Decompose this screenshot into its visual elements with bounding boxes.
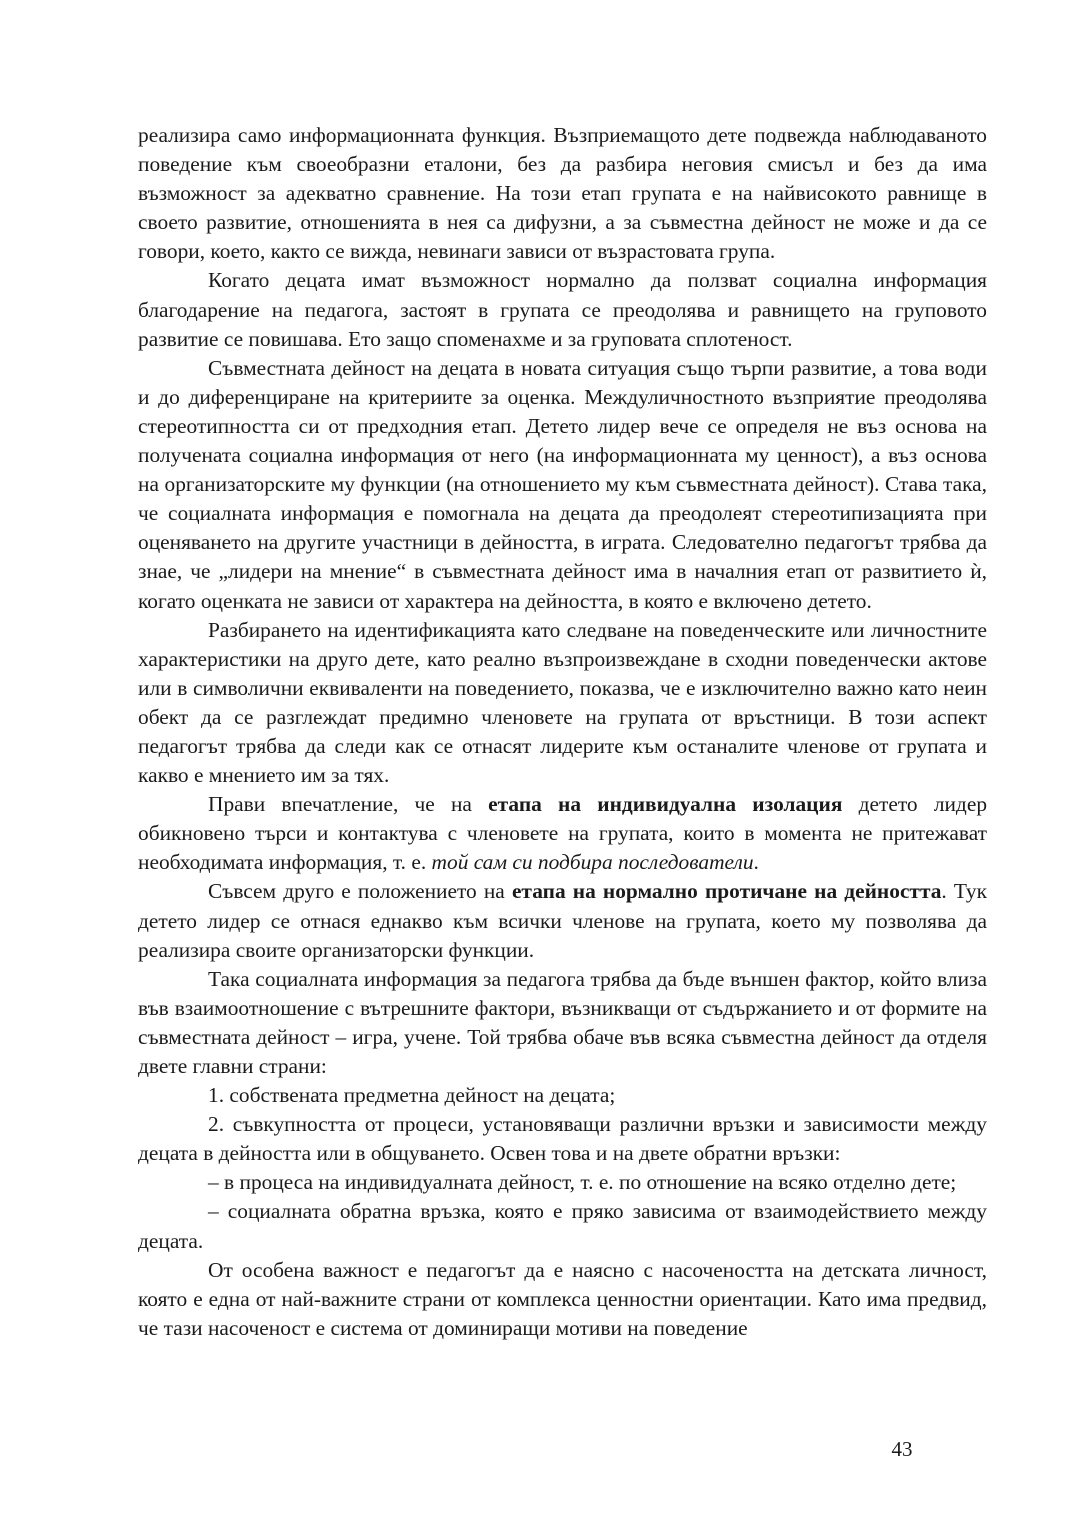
text-run: Прави впечатление, че на [208,792,489,817]
bold-term: етапа на индивидуална изолация [488,792,843,817]
paragraph [138,1081,987,1110]
text-run: Когато децата имат възможност нормално да ползват социална информация благодарение на педагога, застоят в групата се преодолява и равнището на груповото развитие се повишава. Ето защо споменахме и за груповата сплотеност. [138,268,987,351]
text-run: 1. собствената предметна дейност на децата; [208,1083,616,1108]
text-run: – социалната обратна връзка, която е пряко зависима от взаимодействието между децата. [138,1199,987,1253]
paragraph [138,1197,987,1255]
paragraph [138,1168,987,1197]
paragraph [138,266,987,353]
text-run: . [753,850,759,875]
paragraph [138,965,987,1081]
text-run: Така социалната информация за педагога трябва да бъде външен фактор, който влиза във взаимоотношение с вътрешните фактори, възникващи от съдържанието и от формите на съвместната дейност – игра, учене. Той трябва обаче във всяка съвместна дейност да отделя двете главни страни: [138,966,987,1078]
text-run: От особена важност е педагогът да е наясно с насочеността на детската личност, която е една от най-важните страни от комплекса ценностни ориентации. Като има предвид, че тази насоченост е система от доминиращи мотиви на поведение [138,1257,987,1340]
text-run: реализира само информационната функция. Възприемащото дете подвежда наблюдаваното поведение към своеобразни еталони, без да разбира неговия смисъл и без да има възможност за адекватно сравнение. На този етап групата е на найвисокото равнище в своето развитие, отношенията в нея са дифузни, а за съвместна дейност не може и да се говори, което, както се вижда, невинаги зависи от възрастовата група. [138,123,987,264]
bold-term: етапа на нормално протичане на дейността [511,879,942,904]
text-run: 2. съвкупността от процеси, установяващи различни връзки и зависимости между децата в дейността или в общуването. Освен това и на двете обратни връзки: [138,1112,987,1166]
paragraph [138,790,987,877]
body-text [138,121,987,1343]
text-run: – в процеса на индивидуалната дейност, т. е. по отношение на всяко отделно дете; [208,1170,957,1195]
text-run: детето лидер обикновено търси и контактува с членовете на групата, които в момента не притежават необходимата информация, т. е. [138,792,988,875]
text-run: Разбирането на идентификацията като следване на поведенческите или личностните характеристики на друго дете, като реално възпроизвеждане в сходни поведенчески актове или в символични еквиваленти на поведението, показва, че е изключително важно като неин обект да се разглеждат предимно членовете на групата от връстници. В този аспект педагогът трябва да следи как се отнасят лидерите към останалите членове от групата и какво е мнението им за тях. [138,617,987,788]
paragraph [138,121,987,266]
paragraph [138,877,987,964]
text-run: . Тук детето лидер се отнася еднакво към всички членове на групата, което му позволява да реализира своите организаторски функции. [138,879,987,962]
italic-phrase: той сам си подбира последователи [431,850,754,875]
paragraph [138,616,987,791]
paragraph [138,354,987,616]
page-number: 43 [891,1437,913,1461]
paragraph [138,1256,987,1343]
paragraph [138,1110,987,1168]
text-run: Съвсем друго е положението на [208,879,512,904]
text-run: Съвместната дейност на децата в новата ситуация също търпи развитие, а това води и до диференциране на критериите за оценка. Междуличностното възприятие преодолява стереотипността си от предходния етап. Детето лидер вече се определя не въз основа на получената социална информация от него (на информационната му ценност), а въз основа на организаторските му функции (на отношението му към съвместната дейност). Става така, че социалната информация е помогнала на децата да преодолеят стереотипизацията при оценяването на другите участници в дейността, в играта. Следователно педагогът трябва да знае, че „лидери на мнение“ в съвместната дейност има в началния етап от развитието ѝ, когато оценката не зависи от характера на дейността, в която е включено детето. [138,355,987,613]
